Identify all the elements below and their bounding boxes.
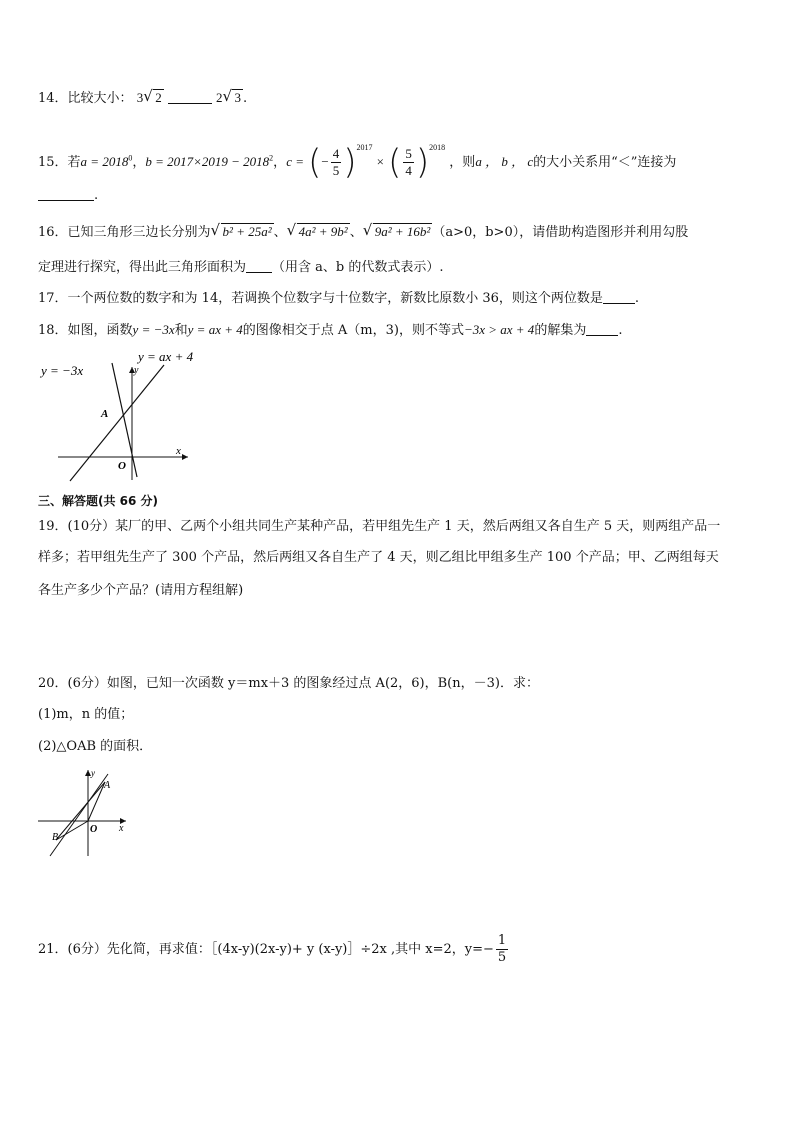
q14-answer-blank[interactable] xyxy=(168,89,212,104)
q20-y-label: y xyxy=(91,768,95,778)
question-16: 16．已知三角形三边长分别为 √ b² + 25a² 、 √ 4a² + 9b² 、 √ 9a² + 16b² （a>0，b>0），请借助构造图形并利用勾股 xyxy=(38,221,689,240)
q20-segment-oa xyxy=(88,782,105,821)
q17-text: 17．一个两位数的数字和为 14，若调换个位数字与十位数字，新数比原数小 36，则这个两位数是 xyxy=(38,291,603,306)
q16-radical-3: √ 9a² + 16b² xyxy=(362,221,431,239)
q15-answer-blank[interactable] xyxy=(38,186,94,201)
q18-point-a-label: A xyxy=(101,408,109,420)
q14-label: 14．比较大小： xyxy=(38,91,133,106)
q18-graph xyxy=(38,345,208,485)
question-14: 14．比较大小： 3 √ 2 2 √ 3 . xyxy=(38,87,248,106)
q20-x-label: x xyxy=(119,823,124,834)
q18-line-f2 xyxy=(70,365,164,481)
q16-label: 16．已知三角形三边长分别为 xyxy=(38,225,211,240)
q15-label: 15．若 xyxy=(38,155,81,170)
question-15: 15．若$a = 2018^0$，$b = 2017\times 2019 - 2018^2$，c = (− $\frac{4}{5}$ )$^{2017}$ × ( $\frac{5}{4}$ )$^{2018}$ ，则a ， b ， c的大小关系用“＜”连接为 xyxy=(38,142,677,183)
question-19-line2: 样多；若甲组先生产了 300 个产品，然后两组又各自生产了 4 天，则乙组比甲组多生产 100 个产品；甲、乙两组每天 xyxy=(38,550,719,565)
q21-text: 21．(6分）先化简，再求值：［(4x-y)(2x-y)+ y (x-y)］÷2x ,其中 x=2，y=− xyxy=(38,942,494,957)
q18-x-arrow xyxy=(182,454,188,460)
q14-left-coef: 3 xyxy=(136,90,144,105)
q16-radical-1: √ b² + 25a² xyxy=(210,221,272,239)
question-20-line2: (1)m，n 的值； xyxy=(38,707,134,722)
q20-segment-ob xyxy=(56,821,88,840)
question-15-answer-line: . xyxy=(38,186,98,206)
q20-origin-label: O xyxy=(90,824,98,835)
q15-a-expr: a = 2018 xyxy=(80,154,129,169)
question-21 xyxy=(38,928,510,972)
question-16-line2: 定理进行探究，得出此三角形面积为 （用含 a、b 的代数式表示）. xyxy=(38,260,444,275)
q15-c-lhs: c = xyxy=(286,154,304,169)
q18-y-label: y xyxy=(134,365,139,376)
question-19-line3: 各生产多少个产品？(请用方程组解) xyxy=(38,583,244,598)
question-19-line1: 19．(10分）某厂的甲、乙两个小组共同生产某种产品，若甲组先生产 1 天，然后两组又各自生产 5 天，则两组产品一 xyxy=(38,519,721,534)
q14-right-sqrt: √ 3 xyxy=(222,87,241,105)
question-18: 18．如图，函数y = −3x和y = ax + 4的图像相交于点 A（m，3)，则不等式−3x > ax + 4的解集为 . xyxy=(38,322,623,338)
q20-line-mx3 xyxy=(50,774,108,856)
q14-right-coef: 2 xyxy=(215,90,223,105)
question-17: 17．一个两位数的数字和为 14，若调换个位数字与十位数字，新数比原数小 36，则这个两位数是 . xyxy=(38,291,640,306)
q15-fraction-1: $\frac{4}{5}$ xyxy=(332,146,340,178)
q16-answer-blank[interactable] xyxy=(246,258,272,273)
q18-origin-label: O xyxy=(118,460,126,472)
q18-answer-blank[interactable] xyxy=(586,321,618,336)
question-20-line3: (2)△OAB 的面积． xyxy=(38,739,153,754)
q18-label-f2: y = ax + 4 xyxy=(138,349,194,364)
q18-label: 18．如图，函数 xyxy=(38,323,133,338)
q20-segment-ab xyxy=(56,782,105,840)
q18-label-f1: y = −3x xyxy=(41,363,84,378)
q20-point-b-label: B xyxy=(52,832,59,843)
q14-left-sqrt: √ 2 xyxy=(143,87,162,105)
q20-point-a-label: A xyxy=(104,780,111,791)
q20-graph xyxy=(38,766,133,861)
q15-fraction-2: $\frac{5}{4}$ xyxy=(405,146,412,178)
q16-radical-2: √ 4a² + 9b² xyxy=(286,221,348,239)
question-20-line1: 20．(6分）如图，已知一次函数 y＝mx＋3 的图象经过点 A(2，6)，B(n，－3)．求： xyxy=(38,676,539,691)
q15-b-expr: b = 2017×2019 − 2018 xyxy=(145,154,270,169)
q21-fraction: $\frac{1}{5}$ xyxy=(497,933,507,965)
q18-x-label: x xyxy=(176,445,181,457)
section-3-heading: 三、解答题(共 66 分) xyxy=(38,494,159,508)
q17-answer-blank[interactable] xyxy=(603,289,635,304)
